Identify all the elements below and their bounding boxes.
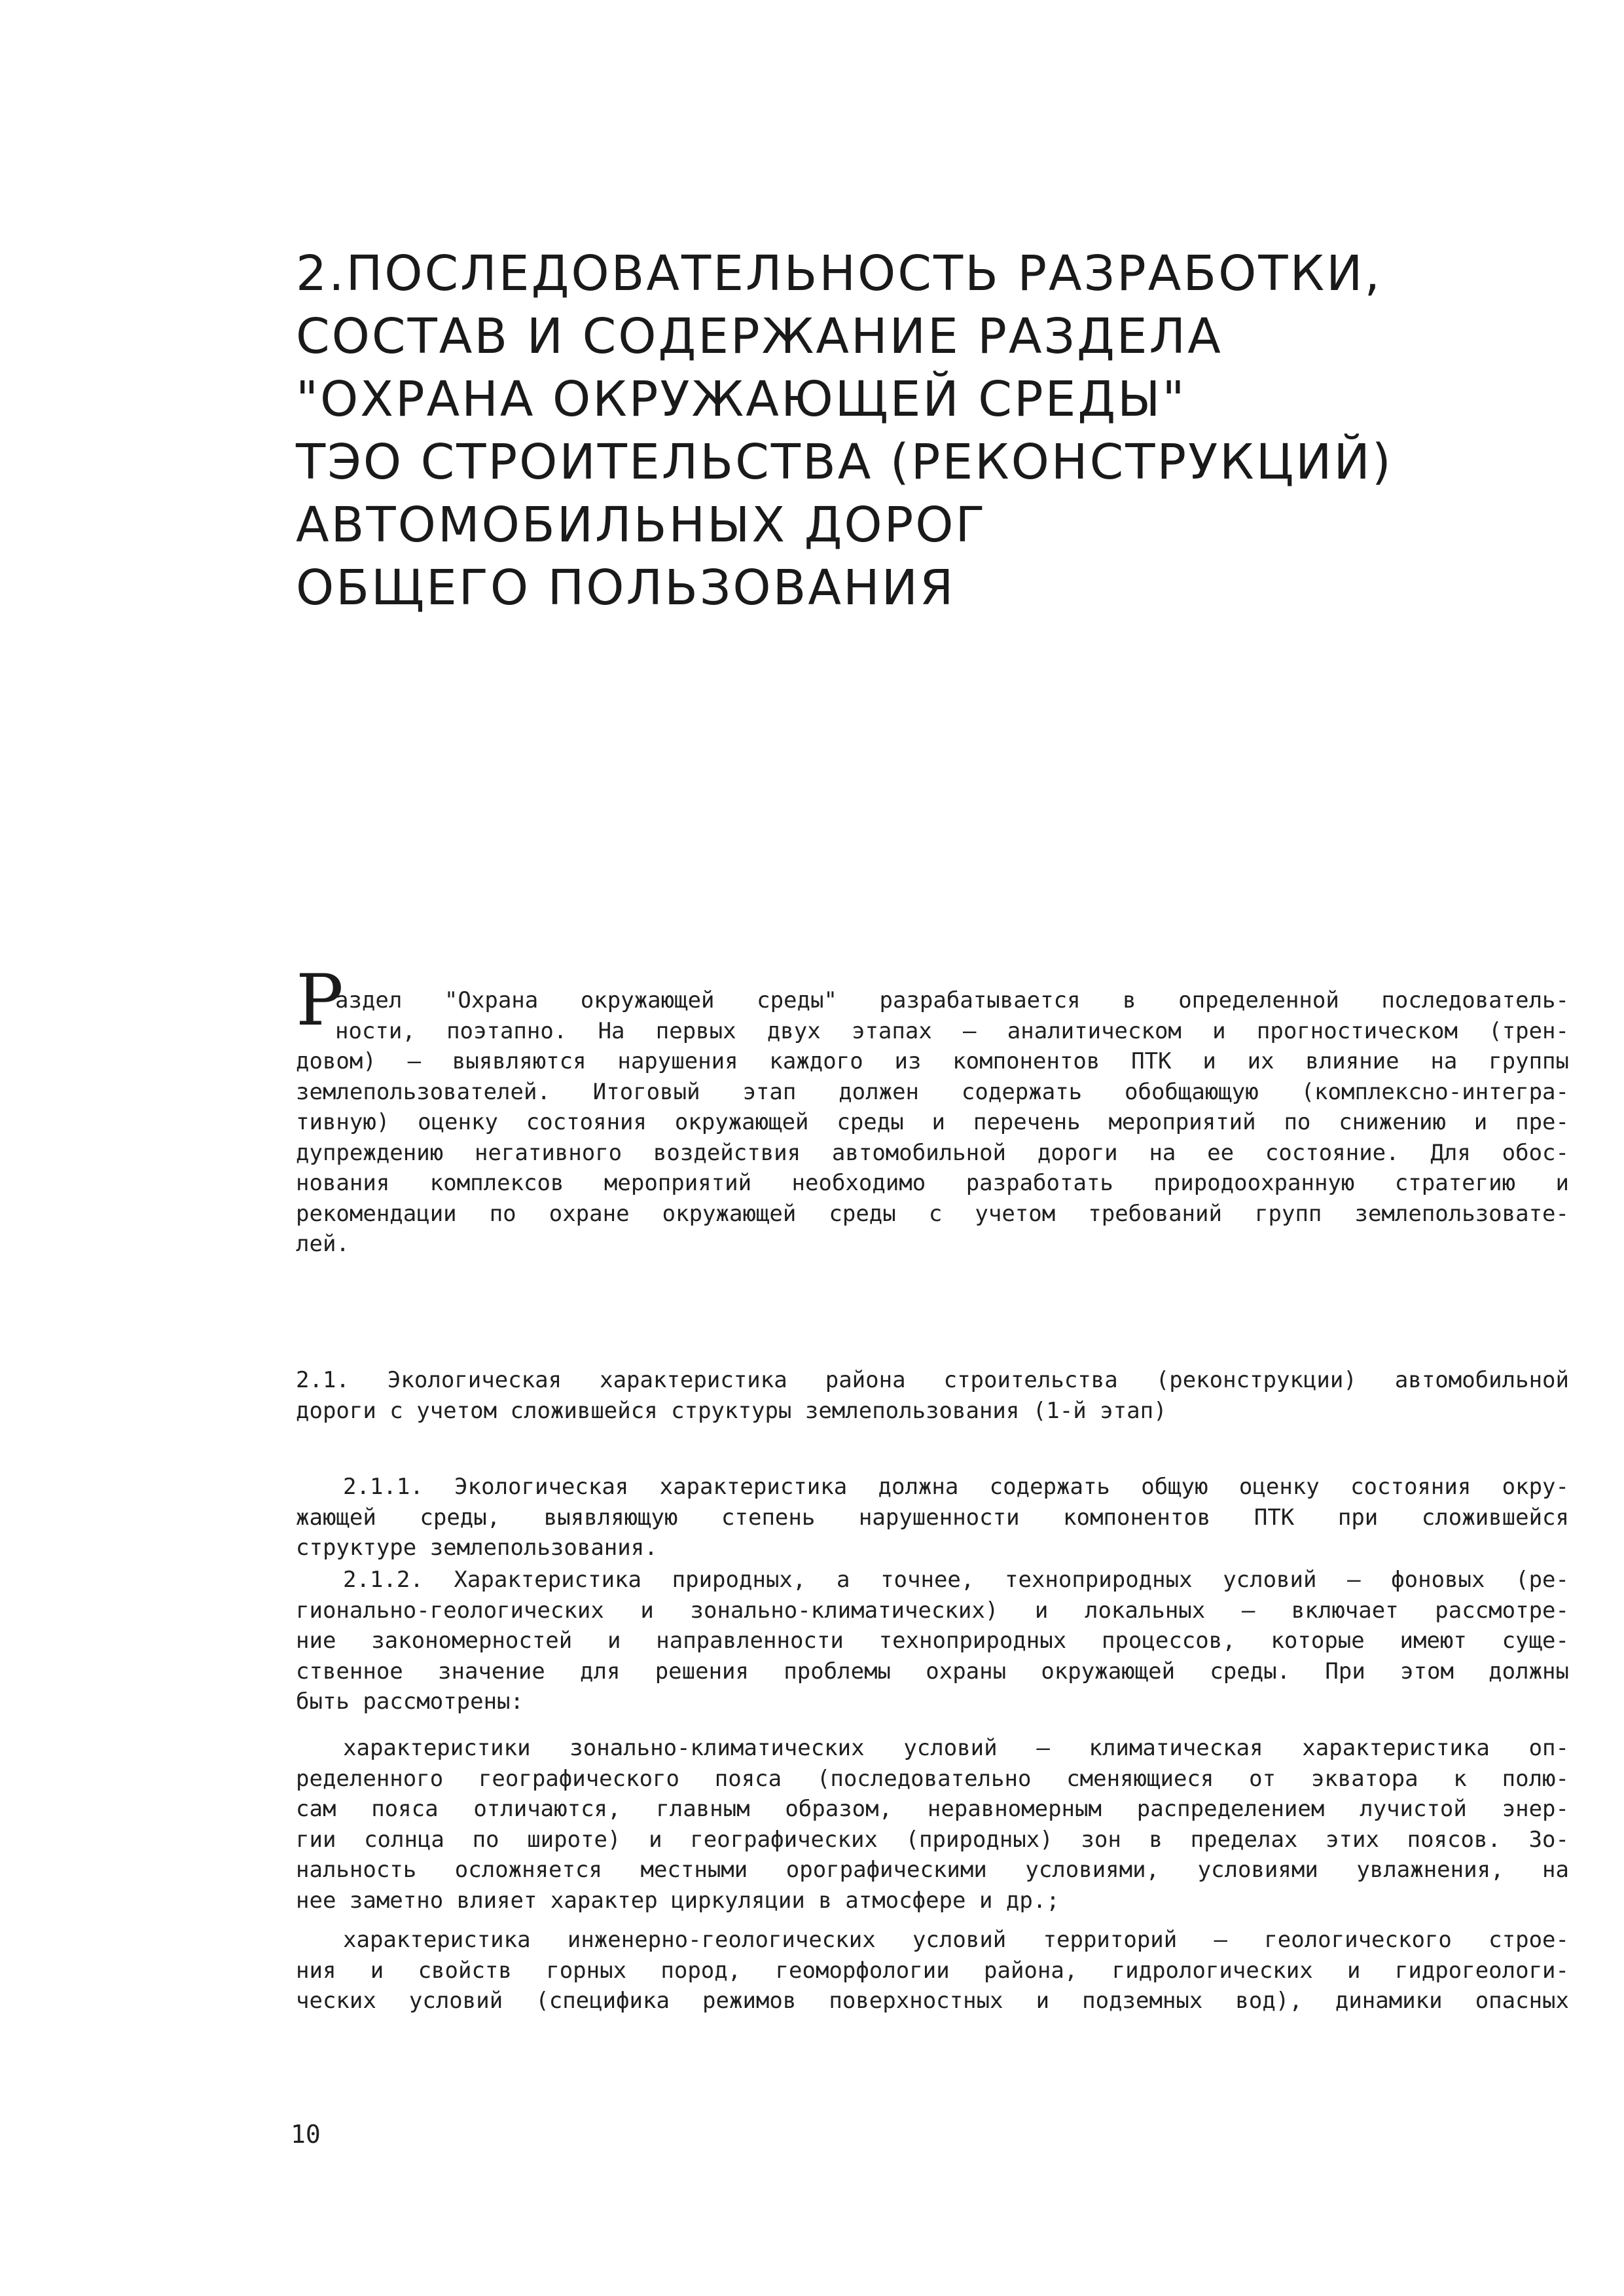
intro-paragraph xyxy=(296,960,1569,1260)
chapter-title-line: АВТОМОБИЛЬНЫХ ДОРОГ xyxy=(296,497,987,553)
paragraph-line: гии солнца по широте) и географических (природных) зон в пределах этих поясов. Зо- xyxy=(296,1826,1569,1853)
paragraph-line: дупреждению негативного воздействия автомобильной дороги на ее состояние. Для обос- xyxy=(296,1139,1569,1166)
chapter-title xyxy=(296,242,1474,619)
paragraph-line: нования комплексов мероприятий необходимо разработать природоохранную стратегию и xyxy=(296,1170,1569,1196)
chapter-title-line: ОБЩЕГО ПОЛЬЗОВАНИЯ xyxy=(296,560,956,616)
paragraph-line: 2.1.1. Экологическая характеристика должна содержать общую оценку состояния окру- xyxy=(343,1474,1569,1500)
paragraph-line: землепользователей. Итоговый этап должен содержать обобщающую (комплексно-интегра- xyxy=(296,1078,1569,1105)
paragraph-line: характеристики зонально-климатических условий – климатическая характеристика оп- xyxy=(343,1735,1569,1761)
drop-cap-letter: Р xyxy=(296,960,344,1042)
paragraph-line: быть рассмотрены: xyxy=(296,1688,524,1715)
paragraph-line: тивную) оценку состояния окружающей среды и перечень мероприятий по снижению и пре- xyxy=(296,1109,1569,1135)
paragraph-engineering-geological xyxy=(296,1925,1569,2016)
paragraph-line: ческих условий (специфика режимов поверхностных и подземных вод), динамики опасных xyxy=(296,1988,1569,2014)
page-number: 10 xyxy=(291,2120,321,2149)
paragraph-line: нальность осложняется местными орографическими условиями, условиями увлажнения, на xyxy=(296,1857,1569,1883)
chapter-title-line: "ОХРАНА ОКРУЖАЮЩЕЙ СРЕДЫ" xyxy=(296,371,1187,428)
paragraph-line: характеристика инженерно-геологических условий территорий – геологического строе- xyxy=(343,1927,1569,1953)
section-heading-2-1 xyxy=(296,1365,1569,1426)
paragraph-line: довом) – выявляются нарушения каждого из компонентов ПТК и их влияние на группы xyxy=(296,1048,1569,1074)
paragraph-line: 2.1.2. Характеристика природных, а точнее, техноприродных условий – фоновых (ре- xyxy=(343,1567,1569,1593)
chapter-title-line: ТЭО СТРОИТЕЛЬСТВА (РЕКОНСТРУКЦИЙ) xyxy=(296,434,1393,490)
chapter-title-line: 2.ПОСЛЕДОВАТЕЛЬНОСТЬ РАЗРАБОТКИ, xyxy=(296,246,1382,302)
paragraph-line: аздел "Охрана окружающей среды" разрабатывается в определенной последователь- xyxy=(335,987,1569,1013)
section-heading-line: дороги с учетом сложившейся структуры землепользования (1-й этап) xyxy=(296,1397,1167,1424)
paragraph-2-1-2 xyxy=(296,1565,1569,1717)
paragraph-line: нее заметно влияет характер циркуляции в атмосфере и др.; xyxy=(296,1887,1060,1914)
paragraph-2-1-1 xyxy=(296,1472,1569,1563)
paragraph-line: ственное значение для решения проблемы охраны окружающей среды. При этом должны xyxy=(296,1658,1569,1685)
paragraph-line: лей. xyxy=(296,1231,350,1257)
paragraph-line: рекомендации по охране окружающей среды с учетом требований групп землепользовате- xyxy=(296,1200,1569,1227)
paragraph-line: ности, поэтапно. На первых двух этапах – аналитическом и прогностическом (трен- xyxy=(335,1017,1569,1044)
paragraph-line: ределенного географического пояса (последовательно сменяющиеся от экватора к полю- xyxy=(296,1765,1569,1792)
paragraph-line: ние закономерностей и направленности техноприродных процессов, которые имеют суще- xyxy=(296,1628,1569,1654)
paragraph-line: сам пояса отличаются, главным образом, неравномерным распределением лучистой энер- xyxy=(296,1796,1569,1822)
paragraph-line: ния и свойств горных пород, геоморфологии района, гидрологических и гидрогеологи- xyxy=(296,1957,1569,1984)
section-heading-line: 2.1. Экологическая характеристика района строительства (реконструкции) автомобильной xyxy=(296,1367,1569,1393)
paragraph-zonal-climatic xyxy=(296,1733,1569,1916)
paragraph-line: гионально-геологических и зонально-климатических) и локальных – включает рассмотре- xyxy=(296,1597,1569,1624)
paragraph-line: жающей среды, выявляющую степень нарушенности компонентов ПТК при сложившейся xyxy=(296,1504,1569,1531)
chapter-title-line: СОСТАВ И СОДЕРЖАНИЕ РАЗДЕЛА xyxy=(296,308,1223,365)
paragraph-line: структуре землепользования. xyxy=(296,1535,658,1561)
